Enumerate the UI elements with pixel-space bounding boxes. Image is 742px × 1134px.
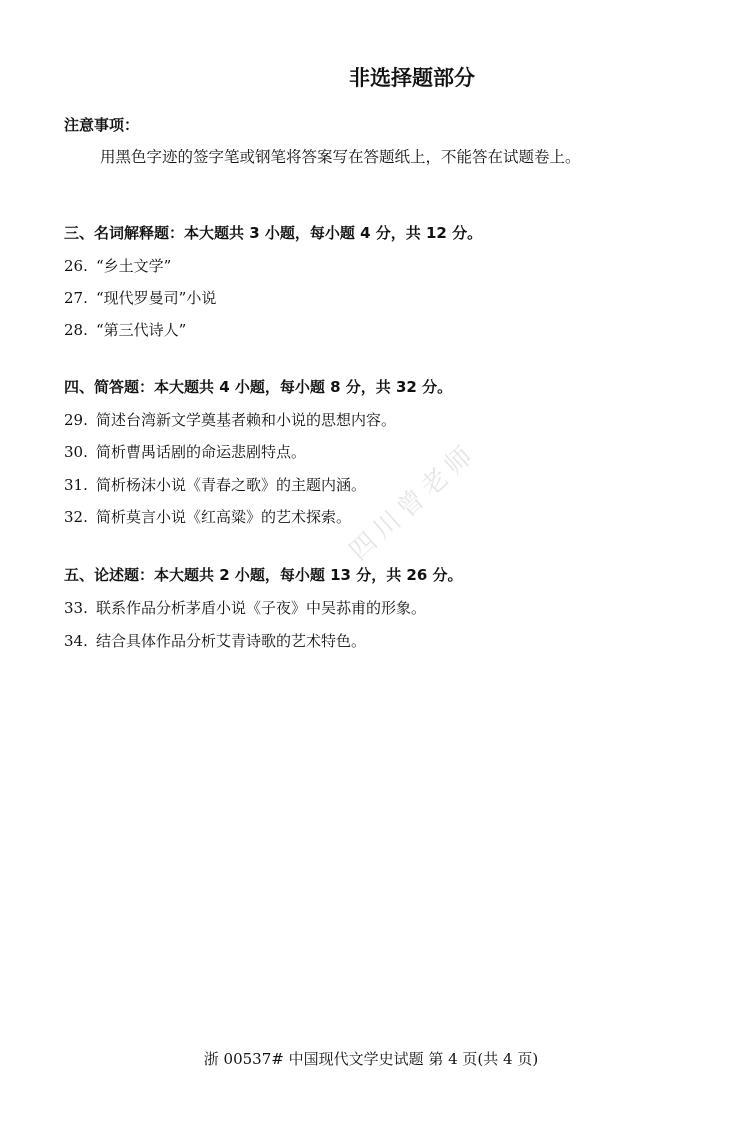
question-text: 简析莫言小说《红高粱》的艺术探索。 (96, 508, 352, 526)
question-text: 简析杨沫小说《青春之歌》的主题内涵。 (96, 476, 367, 494)
question-32 (64, 506, 351, 527)
question-text: 简述台湾新文学奠基者赖和小说的思想内容。 (96, 411, 397, 429)
question-26 (64, 255, 171, 276)
question-text: “乡土文学” (96, 257, 172, 275)
question-number: 31. (64, 476, 88, 494)
question-28 (64, 319, 186, 340)
question-text: 联系作品分析茅盾小说《子夜》中吴荪甫的形象。 (96, 599, 427, 617)
question-number: 28. (64, 321, 88, 339)
question-number: 26. (64, 257, 88, 275)
question-text: 结合具体作品分析艾青诗歌的艺术特色。 (96, 632, 367, 650)
question-29 (64, 409, 396, 430)
question-33 (64, 597, 426, 618)
notes-body: 用黑色字迹的签字笔或钢笔将答案写在答题纸上，不能答在试题卷上。 (100, 148, 581, 166)
question-31 (64, 474, 366, 495)
question-number: 30. (64, 443, 88, 461)
question-27 (64, 287, 216, 308)
footer-text: 浙 00537# 中国现代文学史试题 第 4 页(共 4 页) (203, 1050, 539, 1068)
question-text: 简析曹禺话剧的命运悲剧特点。 (96, 443, 307, 461)
question-number: 29. (64, 411, 88, 429)
question-34 (64, 630, 366, 651)
section-heading-4: 四、简答题：本大题共 4 小题，每小题 8 分，共 32 分。 (64, 378, 453, 396)
question-number: 33. (64, 599, 88, 617)
question-number: 34. (64, 632, 88, 650)
page-footer (0, 1048, 742, 1069)
watermark: 四川曾老师 (344, 437, 484, 567)
question-number: 27. (64, 289, 88, 307)
page-title: 非选择题部分 (349, 66, 475, 90)
notes-heading: 注意事项： (64, 116, 140, 134)
section-heading-3: 三、名词解释题：本大题共 3 小题，每小题 4 分，共 12 分。 (64, 224, 483, 242)
question-text: “现代罗曼司”小说 (96, 289, 217, 307)
section-heading-5: 五、论述题：本大题共 2 小题，每小题 13 分，共 26 分。 (64, 566, 463, 584)
question-30 (64, 441, 306, 462)
question-text: “第三代诗人” (96, 321, 187, 339)
question-number: 32. (64, 508, 88, 526)
